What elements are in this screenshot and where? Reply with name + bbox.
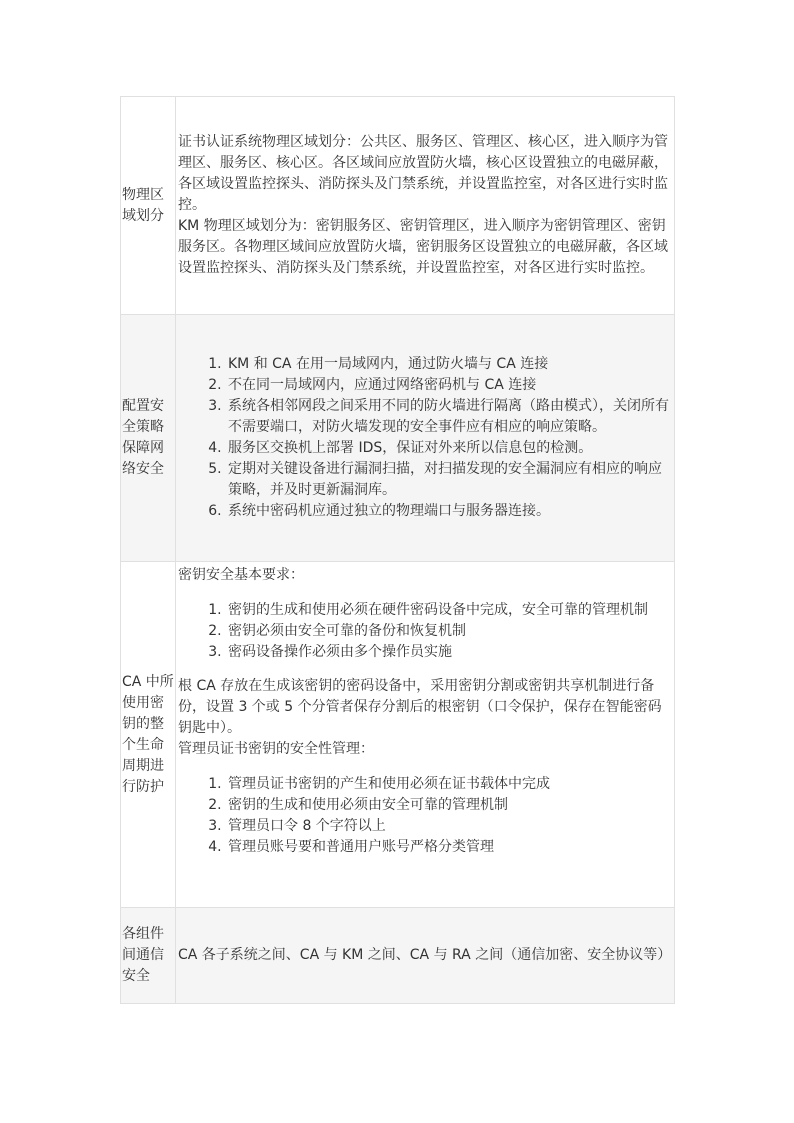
list-item: 4. 服务区交换机上部署 IDS，保证对外来所以信息包的检测。 [226,438,672,459]
row-content [176,315,675,562]
row-label: 物理区域划分 [121,97,176,315]
table-row [121,562,675,908]
numbered-list [178,354,672,522]
list-item: 5. 定期对关键设备进行漏洞扫描，对扫描发现的安全漏洞应有相应的响应策略，并及时更新漏洞库。 [226,459,672,501]
list-item: 1. 密钥的生成和使用必须在硬件密码设备中完成，安全可靠的管理机制 [226,600,672,621]
paragraph: 根 CA 存放在生成该密钥的密码设备中，采用密钥分割或密钥共享机制进行备份，设置 3 个或 5 个分管者保存分割后的根密钥（口令保护，保存在智能密码钥匙中）。 [178,678,662,736]
row-label: CA 中所使用密钥的整个生命周期进行防护 [121,562,176,908]
list-item: 2. 密钥的生成和使用必须由安全可靠的管理机制 [226,795,672,816]
table-row [121,97,675,315]
row-content [176,562,675,908]
list-item: 3. 管理员口令 8 个字符以上 [226,816,672,837]
row-content [176,908,675,1004]
row-label: 配置安全策略保障网络安全 [121,315,176,562]
list-item: 2. 密钥必须由安全可靠的备份和恢复机制 [226,621,672,642]
table-row [121,908,675,1004]
row-content [176,97,675,315]
list-item: 6. 系统中密码机应通过独立的物理端口与服务器连接。 [226,501,672,522]
list-item: 4. 管理员账号要和普通用户账号严格分类管理 [226,837,672,858]
paragraph: KM 物理区域划分为：密钥服务区、密钥管理区，进入顺序为密钥管理区、密钥服务区。各物理区域间应放置防火墙，密钥服务区设置独立的电磁屏蔽，各区域设置监控探头、消防探头及门禁系统，并设置监控室，对各区进行实时监控。 [178,218,668,276]
list-item: 3. 系统各相邻网段之间采用不同的防火墙进行隔离（路由模式），关闭所有不需要端口，对防火墙发现的安全事件应有相应的响应策略。 [226,396,672,438]
security-table [120,96,675,1004]
table-row [121,315,675,562]
section-heading: 管理员证书密钥的安全性管理： [178,741,374,757]
numbered-list [178,600,672,663]
list-item: 2. 不在同一局域网内，应通过网络密码机与 CA 连接 [226,375,672,396]
list-item: 3. 密码设备操作必须由多个操作员实施 [226,642,672,663]
list-item: 1. 管理员证书密钥的产生和使用必须在证书载体中完成 [226,774,672,795]
numbered-list [178,774,672,858]
list-item: 1. KM 和 CA 在用一局域网内，通过防火墙与 CA 连接 [226,354,672,375]
row-label: 各组件间通信安全 [121,908,176,1004]
intro-text: 密钥安全基本要求： [178,567,304,583]
paragraph: 证书认证系统物理区域划分：公共区、服务区、管理区、核心区，进入顺序为管理区、服务区、核心区。各区域间应放置防火墙，核心区设置独立的电磁屏蔽，各区域设置监控探头、消防探头及门禁系统，并设置监控室，对各区进行实时监控。 [178,134,668,213]
paragraph: CA 各子系统之间、CA 与 KM 之间、CA 与 RA 之间（通信加密、安全协议等） [178,947,672,963]
